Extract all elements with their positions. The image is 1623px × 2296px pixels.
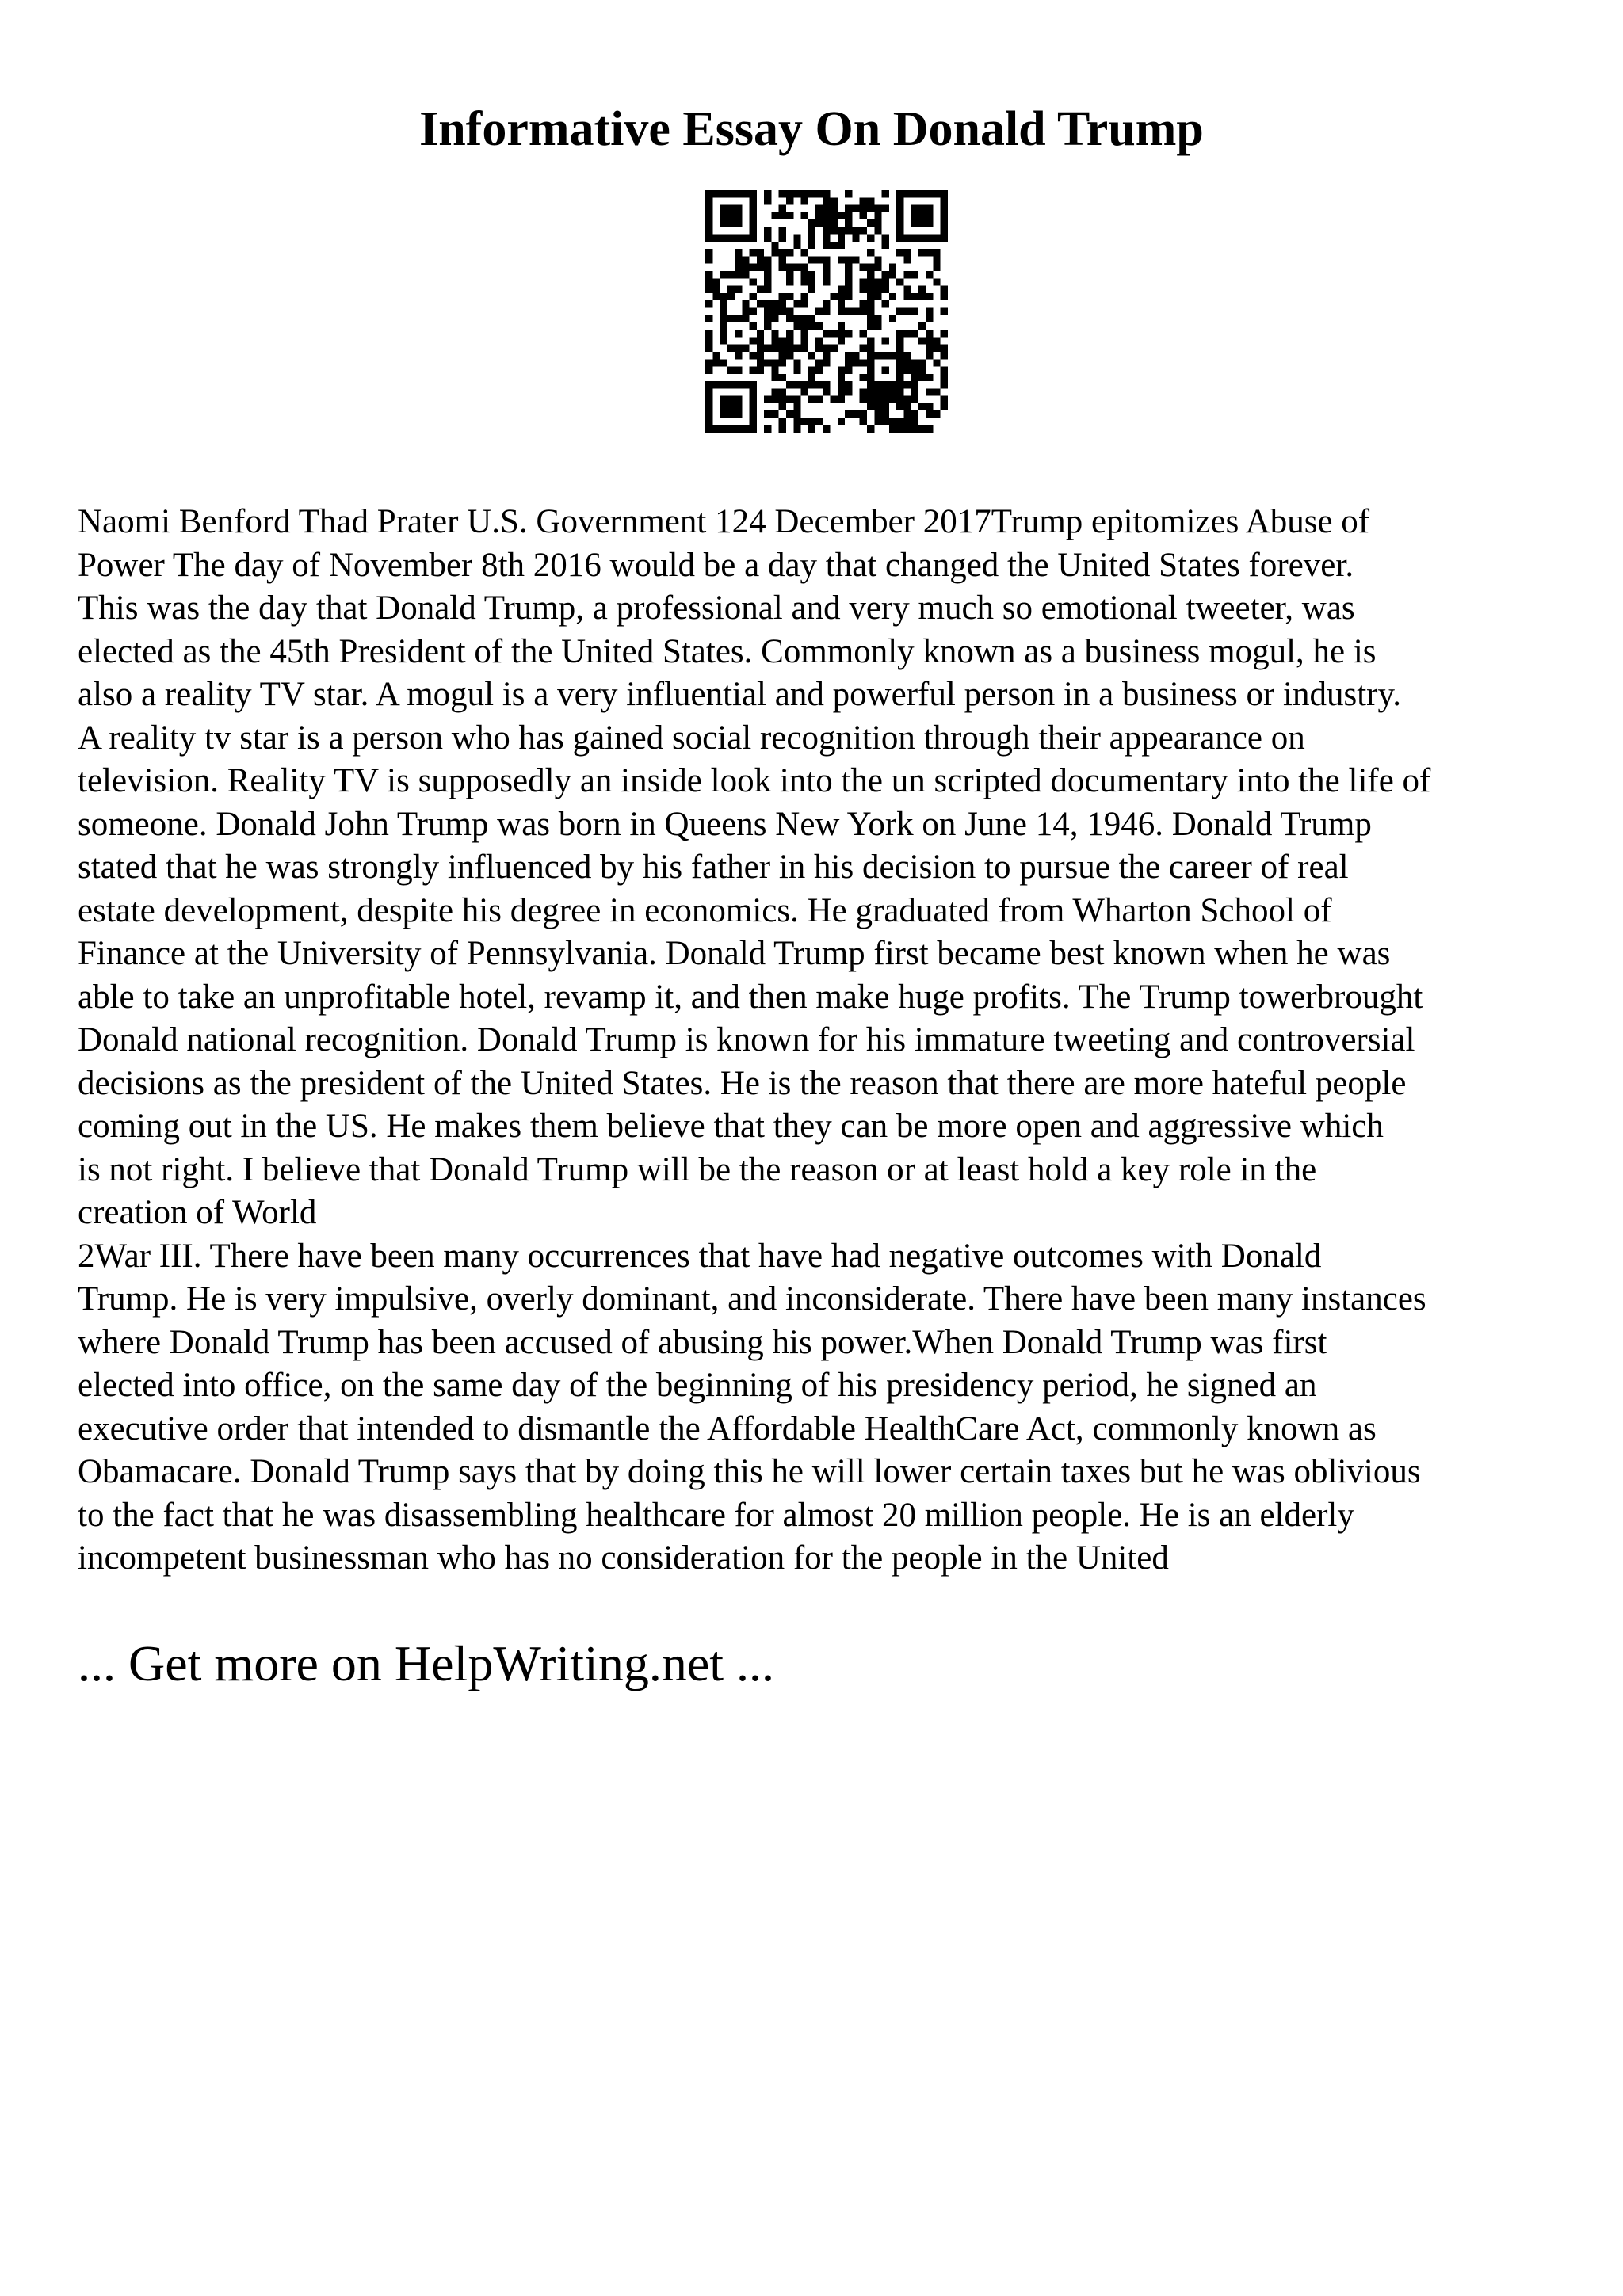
essay-line: able to take an unprofitable hotel, revamp it, and then make huge profits. The Trump towerbrought [78, 978, 1423, 1016]
essay-line: elected into office, on the same day of the beginning of his presidency period, he signed an [78, 1367, 1317, 1404]
essay-line: executive order that intended to dismantle the Affordable HealthCare Act, commonly known as [78, 1409, 1377, 1447]
essay-body [78, 501, 1568, 1581]
essay-line: stated that he was strongly influenced by his father in his decision to pursue the career of real [78, 849, 1349, 886]
essay-line: creation of World [78, 1194, 317, 1231]
page-title: Informative Essay On Donald Trump [419, 102, 1204, 156]
essay-line: This was the day that Donald Trump, a professional and very much so emotional tweeter, was [78, 589, 1355, 627]
essay-line: where Donald Trump has been accused of abusing his power.When Donald Trump was first [78, 1323, 1327, 1361]
helpwriting-link[interactable]: ... Get more on HelpWriting.net ... [78, 1635, 774, 1691]
essay-line: Obamacare. Donald Trump says that by doing this he will lower certain taxes but he was oblivious [78, 1453, 1421, 1490]
essay-line: is not right. I believe that Donald Trump will be the reason or at least hold a key role in the [78, 1150, 1317, 1188]
essay-line: Naomi Benford Thad Prater U.S. Government 124 December 2017Trump epitomizes Abuse of [78, 503, 1370, 540]
essay-line: also a reality TV star. A mogul is a very influential and powerful person in a business or industry. [78, 676, 1401, 713]
essay-line: television. Reality TV is supposedly an inside look into the un scripted documentary into the life of [78, 762, 1431, 799]
essay-line: someone. Donald John Trump was born in Queens New York on June 14, 1946. Donald Trump [78, 805, 1372, 843]
essay-line: Finance at the University of Pennsylvania. Donald Trump first became best known when he was [78, 935, 1391, 972]
essay-line: to the fact that he was disassembling healthcare for almost 20 million people. He is an elderly [78, 1496, 1354, 1534]
essay-line: coming out in the US. He makes them believe that they can be more open and aggressive which [78, 1108, 1384, 1145]
essay-line: A reality tv star is a person who has gained social recognition through their appearance on [78, 719, 1305, 757]
essay-line: decisions as the president of the United States. He is the reason that there are more hateful people [78, 1064, 1407, 1102]
essay-line: estate development, despite his degree in economics. He graduated from Wharton School of [78, 891, 1332, 929]
essay-line: elected as the 45th President of the United States. Commonly known as a business mogul, he is [78, 632, 1377, 670]
essay-line: 2War III. There have been many occurrences that have had negative outcomes with Donald [78, 1237, 1322, 1275]
qr-code-icon [705, 190, 948, 433]
essay-line: Trump. He is very impulsive, overly dominant, and inconsiderate. There have been many instances [78, 1280, 1426, 1318]
essay-line: incompetent businessman who has no consideration for the people in the United [78, 1539, 1169, 1577]
essay-line: Power The day of November 8th 2016 would be a day that changed the United States forever. [78, 546, 1354, 584]
essay-line: Donald national recognition. Donald Trump is known for his immature tweeting and controversial [78, 1021, 1415, 1058]
